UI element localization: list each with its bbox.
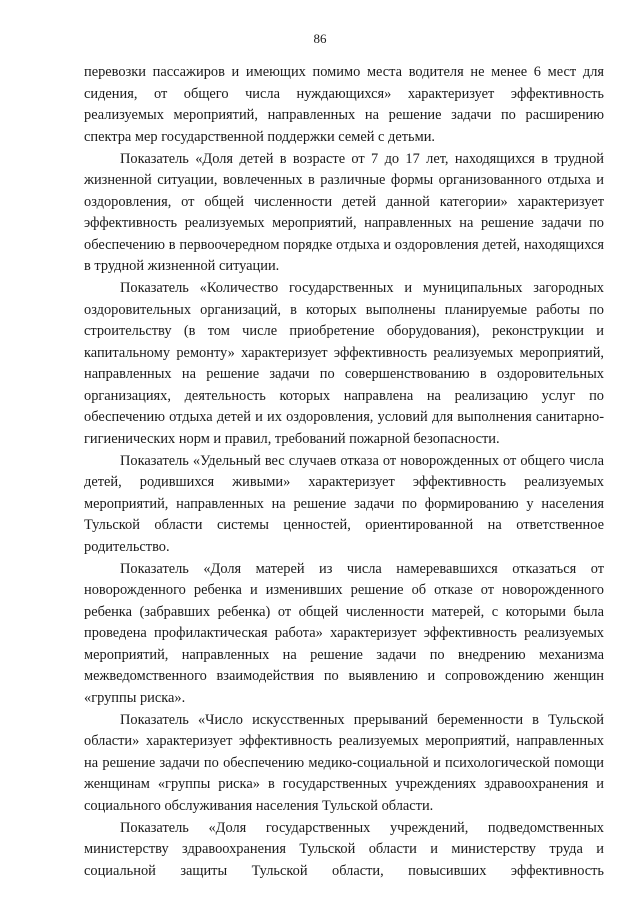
document-body (84, 62, 604, 882)
paragraph: перевозки пассажиров и имеющих помимо места водителя не менее 6 мест для сидения, от общего числа нуждающихся» характеризует эффективность реализуемых мероприятий, направленных на решение задачи по расширению спектра мер государственной поддержки семей с детьми. (84, 64, 604, 145)
paragraph: Показатель «Удельный вес случаев отказа от новорожденных от общего числа детей, родившихся живыми» характеризует эффективность реализуемых мероприятий, направленных на решение задачи по формированию у населения Тульской области системы ценностей, ориентированной на ответственное родительство. (84, 452, 604, 555)
page-number: 86 (313, 31, 327, 46)
paragraph: Показатель «Количество государственных и муниципальных загородных оздоровительных организаций, в которых выполнены планируемые работы по строительству (в том числе приобретение оборудования), реконструкции и капитальному ремонту» характеризует эффективность реализуемых мероприятий, направленных на решение задачи по совершенствованию в оздоровительных организациях, деятельность которых направлена на реализацию услуг по обеспечению отдыха детей и их оздоровления, условий для выполнения санитарно-гигиенических норм и правил, требований пожарной безопасности. (84, 280, 604, 447)
paragraph: Показатель «Число искусственных прерываний беременности в Тульской области» характеризует эффективность реализуемых мероприятий, направленных на решение задачи по обеспечению медико-социальной и психологической помощи женщинам «группы риска» в государственных учреждениях здравоохранения и социального обслуживания населения Тульской области. (84, 711, 604, 814)
paragraph: Показатель «Доля матерей из числа намеревавшихся отказаться от новорожденного ребенка и изменивших решение об отказе от новорожденного ребенка (забравших ребенка) от общей численности матерей, с которыми была проведена профилактическая работа» характеризует эффективность реализуемых мероприятий, направленных на решение задачи по внедрению механизма межведомственного взаимодействия по выявлению и сопровождению женщин «группы риска». (84, 560, 604, 706)
paragraph: Показатель «Доля государственных учреждений, подведомственных министерству здравоохранения Тульской области и министерству труда и социальной защиты Тульской области, повысивших эффективность (84, 819, 604, 879)
paragraph: Показатель «Доля детей в возрасте от 7 до 17 лет, находящихся в трудной жизненной ситуации, вовлеченных в различные формы организованного отдыха и оздоровления, от общей численности детей данной категории» характеризует эффективность реализуемых мероприятий, направленных на решение задачи по обеспечению в первоочередном порядке отдыха и оздоровления детей, находящихся в трудной жизненной ситуации. (84, 150, 604, 274)
